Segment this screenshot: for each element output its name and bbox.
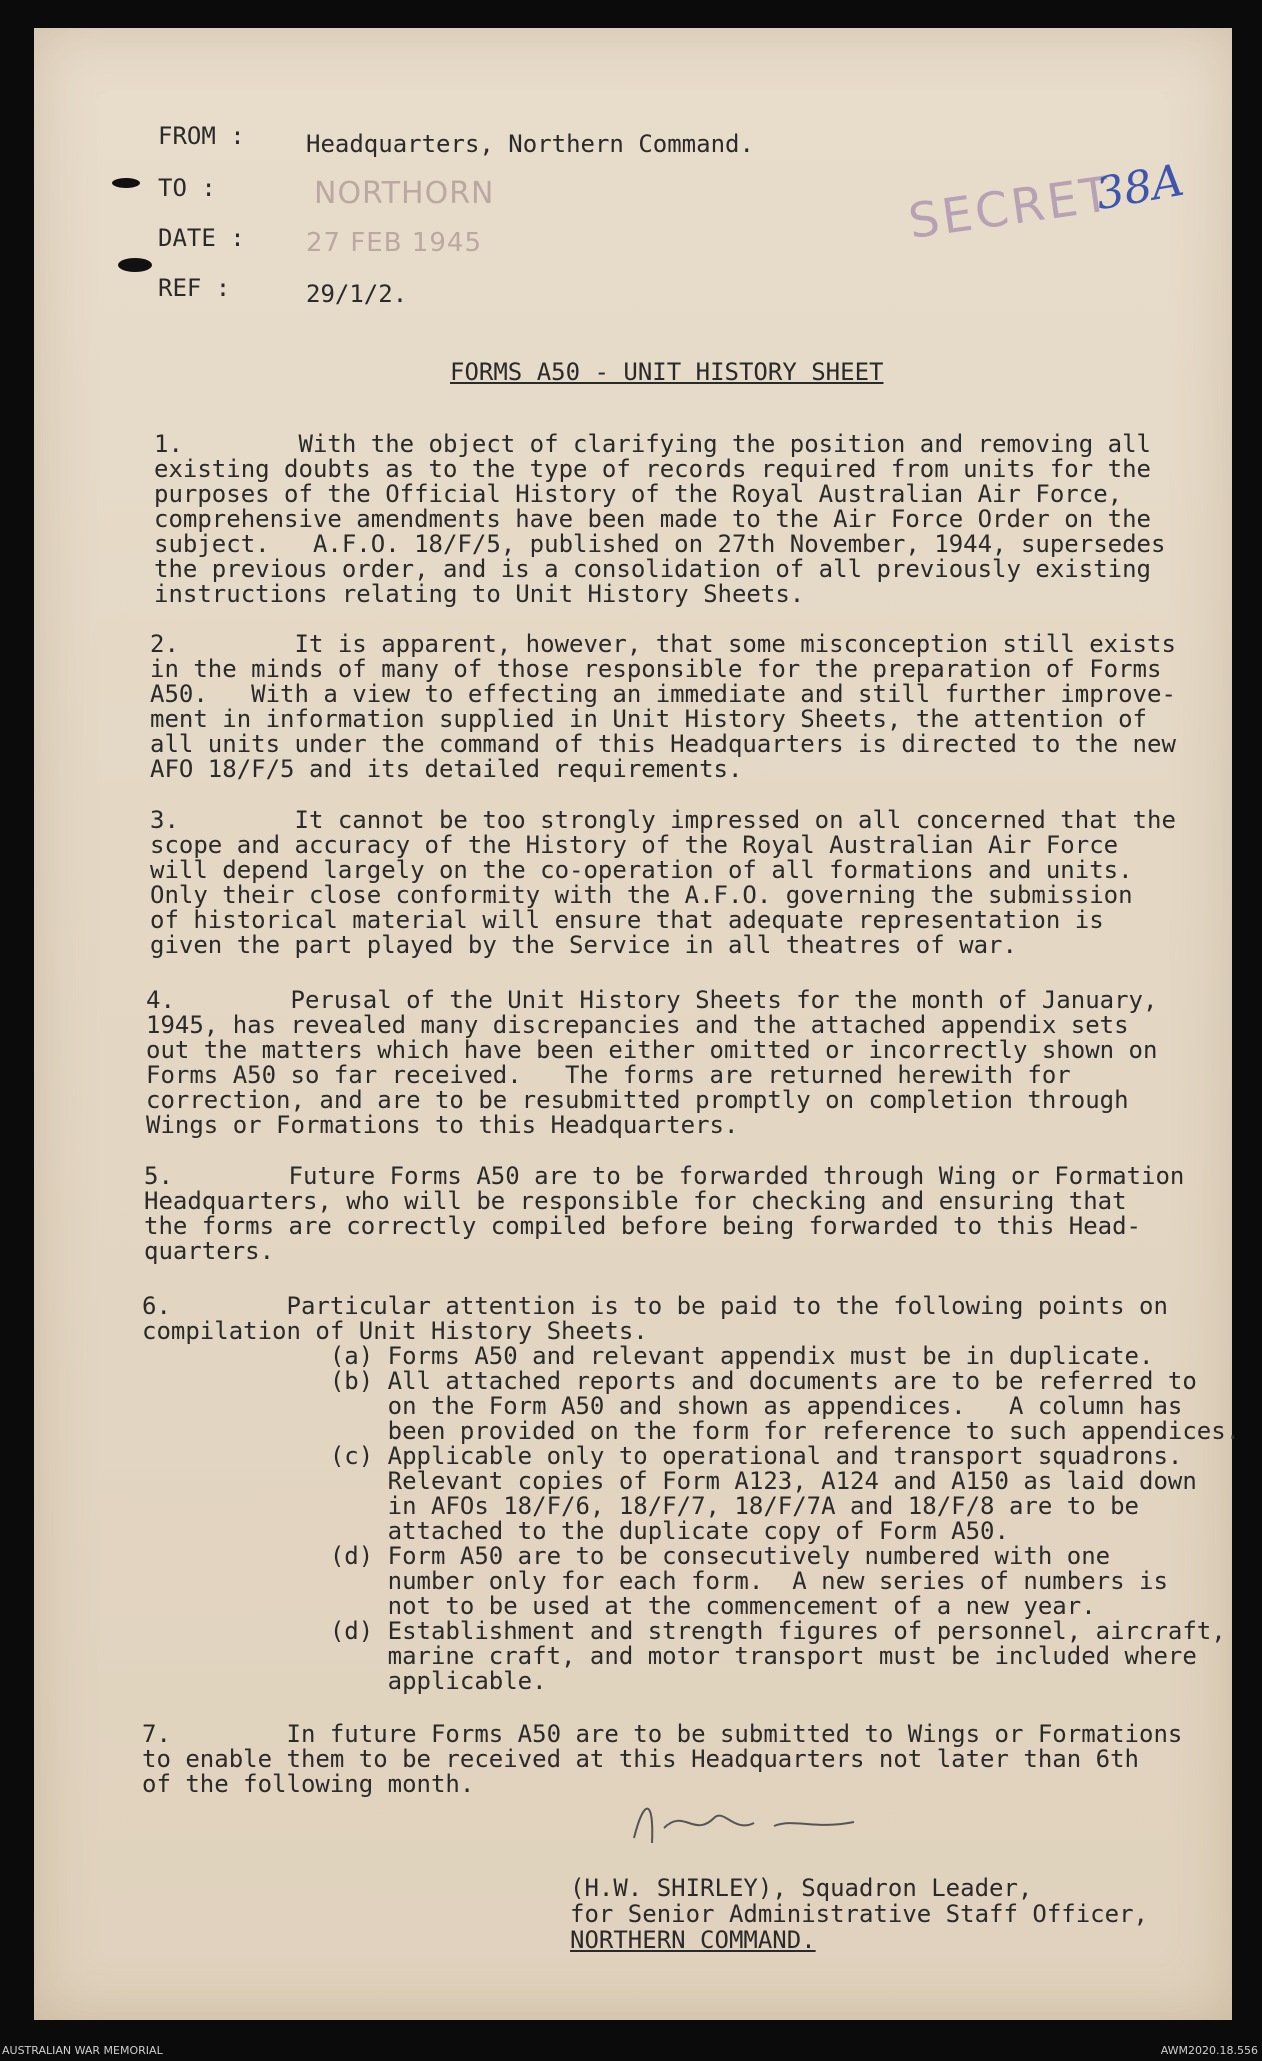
ref-label: REF : xyxy=(158,274,231,302)
date-label: DATE : xyxy=(158,224,245,252)
punch-hole xyxy=(118,258,152,272)
document-title: FORMS A50 - UNIT HISTORY SHEET xyxy=(450,358,884,386)
paragraph-6: 6. Particular attention is to be paid to the following points on compilation of Unit History Sheets. (a) Forms A50 and relevant appendix must be in duplicate. (b) All attached reports and documents are to be referred to on the Form A50 and shown as appendices. A column has been provided on the form for reference to such appendices. (c) Applicable only to operational and transport squadrons. Relevant copies of Form A123, A124 and A150 as laid down in AFOs 18/F/6, 18/F/7, 18/F/7A and 18/F/8 are to be attached to the duplicate copy of Form A50. (d) Form A50 are to be consecutively numbered with one number only for each form. A new series of numbers is not to be used at the commencement of a new year. (d) Establishment and strength figures of personnel, aircraft, marine craft, and motor transport must be included where applicable. xyxy=(142,1292,1241,1695)
ref-value: 29/1/2. xyxy=(306,280,408,308)
paragraph-3: 3. It cannot be too strongly impressed on all concerned that the scope and accuracy of the History of the Royal Australian Air Force will depend largely on the co-operation of all formations and units. Only their close conformity with the A.F.O. governing the submission of historical material will ensure that adequate representation is given the part played by the Service in all theatres of war. xyxy=(150,806,1176,959)
archive-credit: AUSTRALIAN WAR MEMORIAL xyxy=(2,2044,163,2057)
secret-stamp: SECRET xyxy=(905,165,1117,251)
paragraph-1: 1. With the object of clarifying the position and removing all existing doubts as to the type of records required from units for the purposes of the Official History of the Royal Australian Air Force, comprehensive amendments have been made to the Air Force Order on the subject. A.F.O. 18/F/5, published on 27th November, 1944, supersedes the previous order, and is a consolidation of all previously existing instructions relating to Unit History Sheets. xyxy=(154,430,1166,608)
paragraph-7: 7. In future Forms A50 are to be submitted to Wings or Formations to enable them to be received at this Headquarters not later than 6th of the following month. xyxy=(142,1720,1183,1798)
archive-reference: AWM2020.18.556 xyxy=(1160,2044,1258,2057)
paragraph-5: 5. Future Forms A50 are to be forwarded through Wing or Formation Headquarters, who will be responsible for checking and ensuring that the forms are correctly compiled before being forwarded to this Head- quarters. xyxy=(144,1162,1185,1265)
signature-role: for Senior Administrative Staff Officer, xyxy=(570,1900,1148,1928)
signature-scribble xyxy=(624,1788,884,1848)
signature-command: NORTHERN COMMAND. xyxy=(570,1926,816,1954)
from-value: Headquarters, Northern Command. xyxy=(306,130,754,158)
to-label: TO : xyxy=(158,174,216,202)
from-label: FROM : xyxy=(158,122,245,150)
punch-hole xyxy=(112,178,140,188)
to-stamp: NORTHORN xyxy=(314,176,495,211)
paragraph-4: 4. Perusal of the Unit History Sheets for the month of January, 1945, has revealed many discrepancies and the attached appendix sets out the matters which have been either omitted or incorrectly shown on Forms A50 so far received. The forms are returned herewith for correction, and are to be resubmitted promptly on completion through Wings or Formations to this Headquarters. xyxy=(146,986,1158,1139)
paragraph-2: 2. It is apparent, however, that some misconception still exists in the minds of many of those responsible for the preparation of Forms A50. With a view to effecting an immediate and still further improve- ment in information supplied in Unit History Sheets, the attention of all units under the command of this Headquarters is directed to the new AFO 18/F/5 and its detailed requirements. xyxy=(150,630,1176,783)
date-stamp: 27 FEB 1945 xyxy=(306,228,483,258)
signature-name: (H.W. SHIRLEY), Squadron Leader, xyxy=(570,1874,1033,1902)
handwritten-folio-number: 38A xyxy=(1092,154,1188,221)
